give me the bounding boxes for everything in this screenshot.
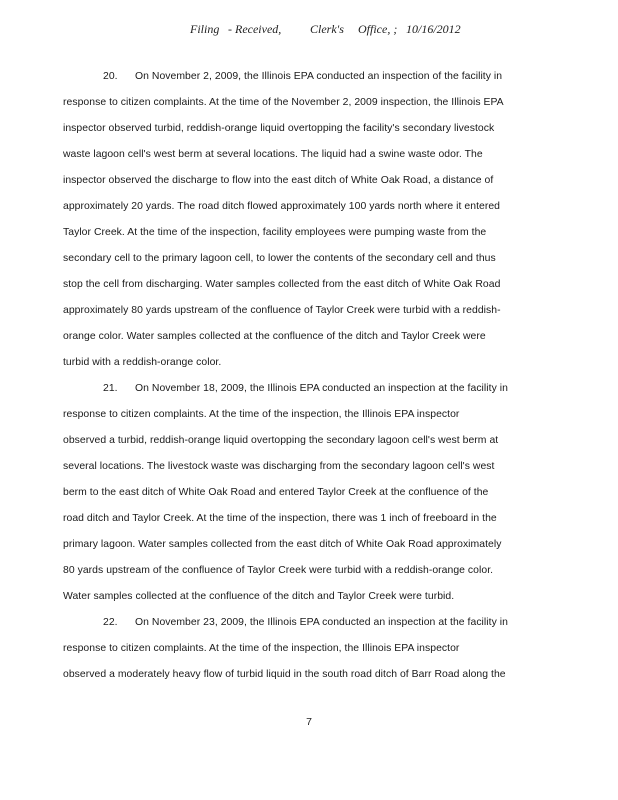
paragraph-line: 22. On November 23, 2009, the Illinois EPA conducted an inspection at the facility in bbox=[63, 610, 533, 636]
paragraph-line: observed a turbid, reddish-orange liquid overtopping the secondary lagoon cell's west berm at bbox=[63, 435, 499, 446]
paragraph-line: berm to the east ditch of White Oak Road and entered Taylor Creek at the confluence of the bbox=[63, 487, 489, 498]
header-clerks: Clerk's bbox=[310, 22, 344, 36]
paragraph-line: waste lagoon cell's west berm at several locations. The liquid had a swine waste odor. The bbox=[63, 149, 483, 160]
paragraph-line: turbid with a reddish-orange color. bbox=[63, 357, 222, 368]
page-number: 7 bbox=[306, 716, 312, 728]
paragraph-21 bbox=[63, 376, 533, 610]
paragraph-line: response to citizen complaints. At the time of the inspection, the Illinois EPA inspector bbox=[63, 643, 460, 654]
paragraph-line: several locations. The livestock waste was discharging from the secondary lagoon cell's west bbox=[63, 461, 495, 472]
header-received: - Received, bbox=[228, 22, 282, 36]
paragraph-line: inspector observed the discharge to flow into the east ditch of White Oak Road, a distance of bbox=[63, 175, 494, 186]
paragraph-line: stop the cell from discharging. Water samples collected from the east ditch of White Oak Road bbox=[63, 279, 501, 290]
paragraph-line: response to citizen complaints. At the time of the November 2, 2009 inspection, the Illinois EPA bbox=[63, 97, 504, 108]
paragraph-line: response to citizen complaints. At the time of the inspection, the Illinois EPA inspector bbox=[63, 409, 460, 420]
paragraph-line: observed a moderately heavy flow of turbid liquid in the south road ditch of Barr Road along the bbox=[63, 669, 506, 680]
paragraph-line: primary lagoon. Water samples collected from the east ditch of White Oak Road approximately bbox=[63, 539, 502, 550]
paragraph-line: approximately 20 yards. The road ditch flowed approximately 100 yards north where it entered bbox=[63, 201, 501, 212]
paragraph-line: 80 yards upstream of the confluence of Taylor Creek were turbid with a reddish-orange color. bbox=[63, 565, 494, 576]
paragraph-line: secondary cell to the primary lagoon cell, to lower the contents of the secondary cell and thus bbox=[63, 253, 496, 264]
paragraph-line: 21. On November 18, 2009, the Illinois EPA conducted an inspection at the facility in bbox=[63, 376, 533, 402]
paragraph-number: 22. bbox=[103, 617, 118, 628]
paragraph-22 bbox=[63, 610, 533, 688]
filing-header bbox=[0, 22, 618, 42]
paragraph-number: 20. bbox=[103, 71, 118, 82]
header-filing: Filing bbox=[190, 22, 220, 36]
paragraph-line: Water samples collected at the confluence of the ditch and Taylor Creek were turbid. bbox=[63, 591, 455, 602]
paragraph-line: orange color. Water samples collected at the confluence of the ditch and Taylor Creek were bbox=[63, 331, 486, 342]
paragraph-line: approximately 80 yards upstream of the confluence of Taylor Creek were turbid with a reddish- bbox=[63, 305, 501, 316]
header-date: 10/16/2012 bbox=[406, 22, 461, 36]
paragraph-20 bbox=[63, 64, 533, 376]
paragraph-line: 20. On November 2, 2009, the Illinois EPA conducted an inspection of the facility in bbox=[63, 64, 533, 90]
paragraph-line: road ditch and Taylor Creek. At the time of the inspection, there was 1 inch of freeboard in the bbox=[63, 513, 497, 524]
paragraph-line: Taylor Creek. At the time of the inspection, facility employees were pumping waste from the bbox=[63, 227, 487, 238]
document-body bbox=[63, 64, 533, 688]
paragraph-number: 21. bbox=[103, 383, 118, 394]
paragraph-line: inspector observed turbid, reddish-orange liquid overtopping the facility's secondary livestock bbox=[63, 123, 495, 134]
header-office: Office, ; bbox=[358, 22, 398, 36]
